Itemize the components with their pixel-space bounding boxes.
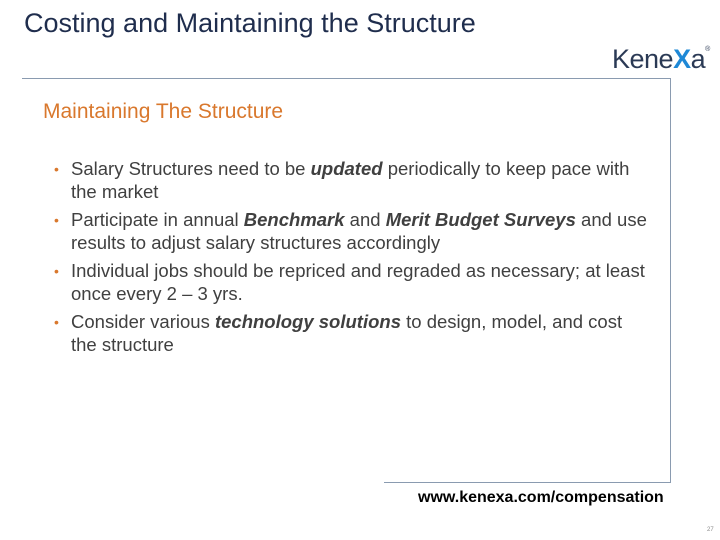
bottom-divider [384, 482, 671, 483]
bullet-dot-icon: • [54, 161, 59, 177]
bullet-emphasis: updated [310, 158, 383, 179]
right-divider [670, 78, 671, 482]
bullet-emphasis: Benchmark [243, 209, 345, 230]
top-divider [22, 78, 670, 79]
bullet-item [48, 209, 648, 254]
bullet-emphasis: technology solutions [214, 311, 401, 332]
bullet-text: and [344, 209, 386, 230]
footer-url: www.kenexa.com/compensation [418, 489, 664, 506]
bullet-text: periodically to keep pace with the market [71, 158, 630, 202]
bullet-text: Consider various [71, 311, 215, 332]
bullet-text: to design, model, and cost the structure [71, 311, 623, 355]
bullet-list [48, 158, 648, 362]
logo-text-suffix: a [690, 44, 706, 74]
bullet-dot-icon: • [54, 263, 59, 279]
page-number: 27 [707, 527, 714, 533]
bullet-item [48, 260, 648, 305]
logo-text-prefix: Kene [612, 44, 674, 74]
kenexa-logo [612, 44, 710, 74]
bullet-emphasis: Merit Budget Surveys [385, 209, 576, 230]
bullet-item [48, 311, 648, 356]
bullet-dot-icon: • [54, 212, 59, 228]
bullet-text: Salary Structures need to be [71, 158, 311, 179]
bullet-text: Individual jobs should be repriced and regraded as necessary; at least once every 2 – 3 yrs. [71, 260, 645, 304]
logo-text-x: X [673, 44, 691, 74]
bullet-item [48, 158, 648, 203]
bullet-dot-icon: • [54, 314, 59, 330]
logo-trademark: ® [705, 46, 710, 53]
section-subtitle: Maintaining The Structure [43, 100, 284, 123]
slide-title: Costing and Maintaining the Structure [24, 8, 476, 38]
bullet-text: Participate in annual [71, 209, 244, 230]
bullet-text: and use results to adjust salary structures accordingly [71, 209, 647, 253]
